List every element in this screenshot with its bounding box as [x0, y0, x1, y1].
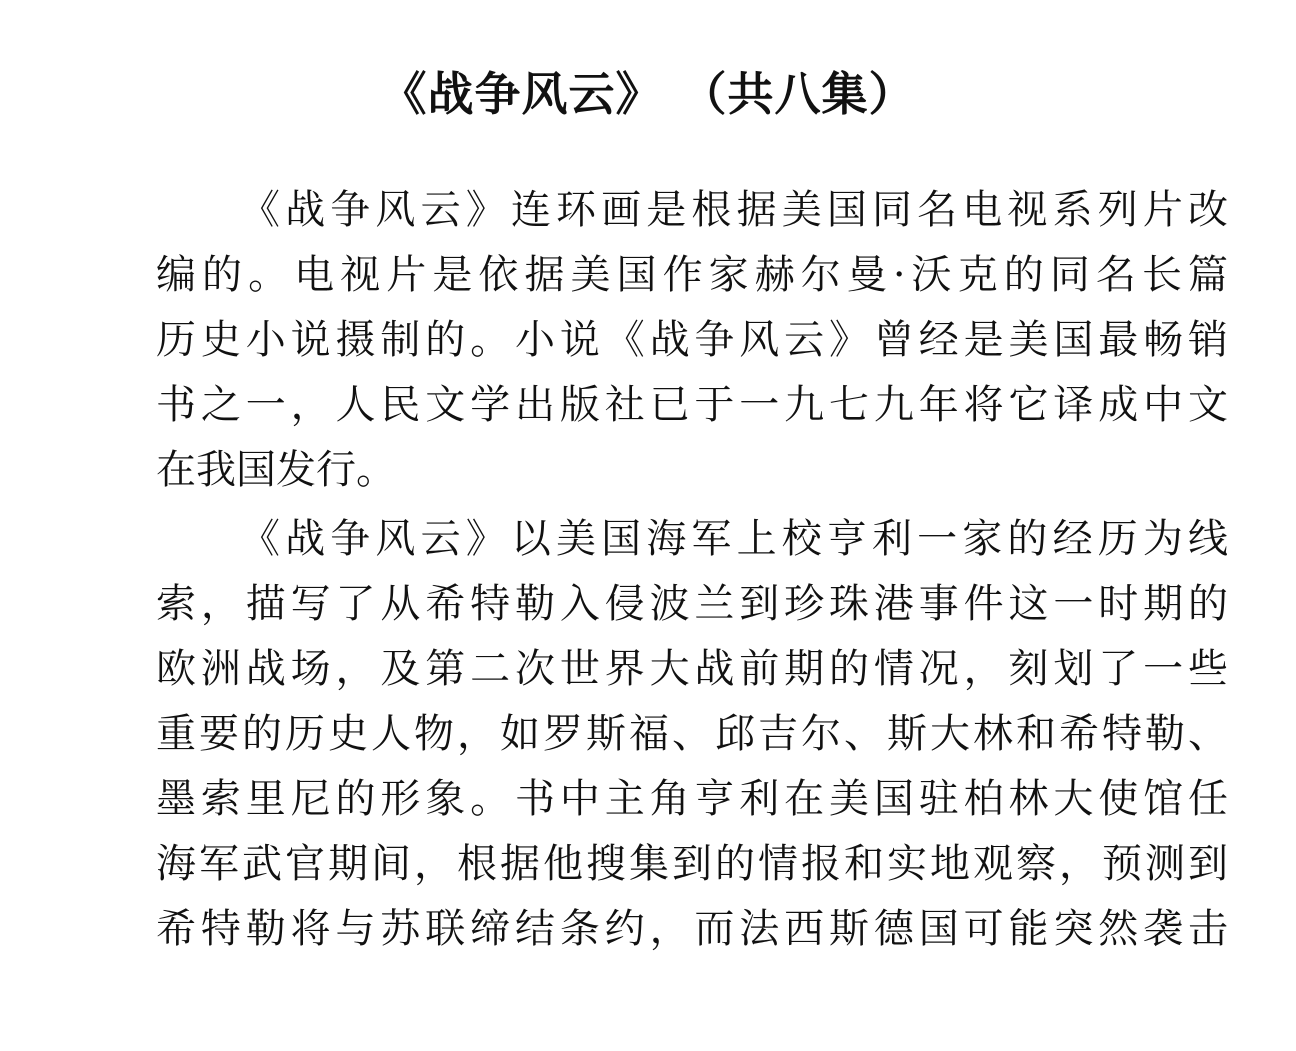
paragraph-2-line-5: 墨索里尼的形象。书中主角亨利在美国驻柏林大使馆任: [156, 776, 1228, 822]
paragraph-2: [156, 507, 1228, 962]
body-text: [156, 178, 1228, 962]
paragraph-1-line-2: 编的。电视片是依据美国作家赫尔曼·沃克的同名长篇: [156, 252, 1228, 298]
paragraph-2-line-3: 欧洲战场，及第二次世界大战前期的情况，刻划了一些: [156, 646, 1228, 692]
document-title: [0, 66, 1296, 122]
paragraph-2-line-6: 海军武官期间，根据他搜集到的情报和实地观察，预测到: [156, 841, 1228, 887]
paragraph-2-line-2: 索，描写了从希特勒入侵波兰到珍珠港事件这一时期的: [156, 581, 1228, 627]
paragraph-2-line-4: 重要的历史人物，如罗斯福、邱吉尔、斯大林和希特勒、: [156, 711, 1228, 757]
title-subtitle: （共八集）: [680, 67, 916, 121]
paragraph-1-line-1: 《战争风云》连环画是根据美国同名电视系列片改: [240, 187, 1228, 233]
paragraph-2-line-1: 《战争风云》以美国海军上校亨利一家的经历为线: [240, 516, 1228, 562]
paragraph-1-line-5: 在我国发行。: [156, 447, 396, 493]
paragraph-2-line-7: 希特勒将与苏联缔结条约，而法西斯德国可能突然袭击: [156, 906, 1228, 952]
paragraph-1-line-4: 书之一，人民文学出版社已于一九七九年将它译成中文: [156, 382, 1228, 428]
paragraph-1: [156, 178, 1228, 503]
paragraph-1-line-3: 历史小说摄制的。小说《战争风云》曾经是美国最畅销: [156, 317, 1228, 363]
title-main: 《战争风云》: [380, 67, 663, 121]
